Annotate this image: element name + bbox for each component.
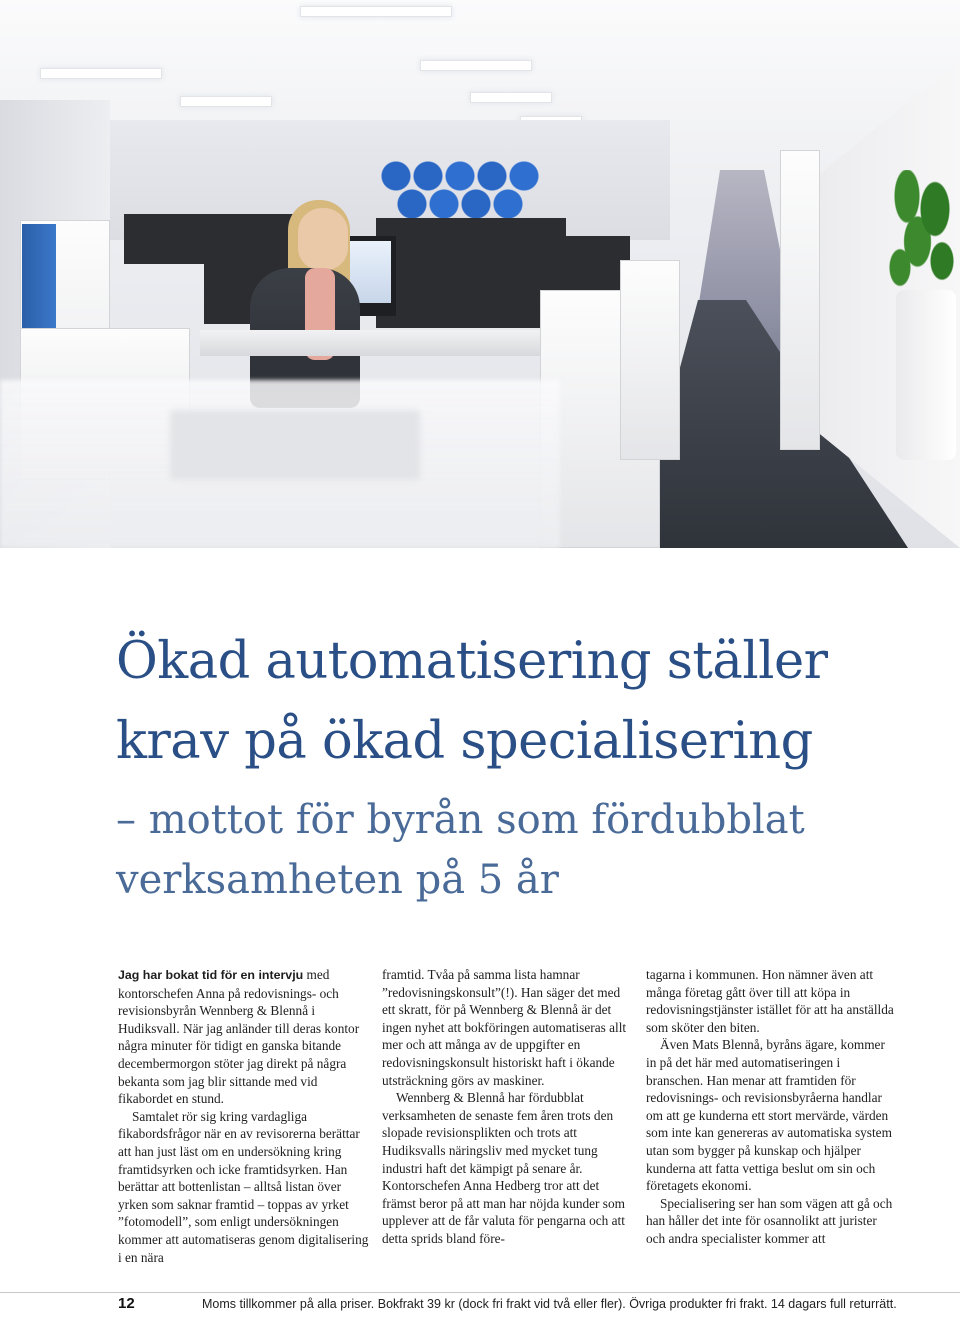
article-subtitle-line: – mottot för byrån som fördubblat: [116, 797, 805, 843]
paragraph: framtid. Tvåa på samma lista hamnar ”redovisningskonsult”(!). Han säger det med ett skratt, för på Wennberg & Blennå är det ingen nyhet att bokföringen automatiseras allt mer och att många av de uppgifter en redovisningskonsult historiskt haft i ökande utsträckning görs av maskiner.: [382, 967, 627, 1088]
ceiling-light: [470, 92, 552, 103]
page-footer: [0, 1292, 960, 1317]
foreground-printer-blurred: [170, 410, 420, 480]
article-title-line: Ökad automatisering ställer: [116, 632, 828, 691]
paragraph-text: med kontorschefen Anna på redovisnings- och revisionsbyrån Wennberg & Blennå i Hudiksvall. När jag anländer till deras kontor några minuter för tidigt en ganska bitande decembermorgon stöter jag direkt på några bekanta som jag blir sittande med vid fikabordet en stund.: [118, 967, 360, 1107]
ceiling-light: [420, 60, 532, 71]
ceiling-light: [180, 96, 272, 107]
desk-divider: [376, 218, 566, 328]
blue-hexagon-acoustic-panels: [376, 160, 546, 218]
lead-in: Jag har bokat tid för en intervju: [118, 968, 304, 982]
footer-price-note: Moms tillkommer på alla priser. Bokfrakt 39 kr (dock fri frakt vid två eller fler). Övriga produkter fri frakt. 14 dagars full returrätt.: [202, 1297, 897, 1311]
paragraph: tagarna i kommunen. Hon nämner även att många företag gått över till att köpa in redovisningstjänster istället för att ha anställda som sköter den biten.: [646, 967, 894, 1035]
article-title-line: krav på ökad specialisering: [116, 712, 813, 771]
storage-cabinet: [780, 150, 820, 450]
plant-pot: [896, 290, 956, 460]
article-column-2: [382, 966, 634, 1248]
article-headline: [116, 622, 916, 910]
article-body: [0, 966, 960, 1286]
ceiling-light: [40, 68, 162, 79]
article-subtitle-line: verksamheten på 5 år: [116, 857, 559, 903]
person-face: [298, 208, 348, 270]
article-title: [116, 622, 916, 782]
ceiling-light: [300, 6, 452, 17]
paragraph: Även Mats Blennå, byråns ägare, kommer in på det här med automatiseringen i branschen. Han menar att framtiden för redovisnings- och revisionsbyråerna handlar om att ge kunderna ett stort mervärde, värden som inte kan genereras av automatiska system utan som bygger på kunskap och hjälper kunderna att fatta vettiga beslut om sin och företagets ekonomi.: [646, 1037, 892, 1194]
potted-plant: [886, 170, 956, 300]
paragraph: Samtalet rör sig kring vardagliga fikabordsfrågor när en av revisorerna berättar att han just läst om en undersökning kring framtidsyrken och icke framtidsyrken. Han berättar att bottenlistan – alltså listan över yrken som saknar framtid – toppas av yrket ”fotomodell”, som enligt undersökningen kommer att automatiseras genom digitalisering i en nära: [118, 1108, 369, 1265]
page-number: 12: [118, 1295, 135, 1312]
paragraph: [118, 966, 370, 1108]
storage-cabinet: [620, 260, 680, 460]
article-column-1: [118, 966, 370, 1266]
desk: [200, 330, 540, 356]
hero-photo-office: [0, 0, 960, 548]
paragraph: Wennberg & Blennå har fördubblat verksamheten de senaste fem åren trots den slopade revisionsplikten och trots att Hudiksvalls näringsliv med mycket tung industri haft det kämpigt på senare år. Kontorschefen Anna Hedberg tror att det främst beror på att man har nöjda kunder som upplever att de får valuta för pengarna och att detta sprids bland före-: [382, 1090, 625, 1246]
paragraph: Specialisering ser han som vägen att gå och han håller det inte för osannolikt att jurister och andra specialister kommer att: [646, 1195, 893, 1246]
article-column-3: [646, 966, 898, 1248]
blue-binder: [22, 224, 56, 344]
article-subtitle: [116, 790, 916, 910]
